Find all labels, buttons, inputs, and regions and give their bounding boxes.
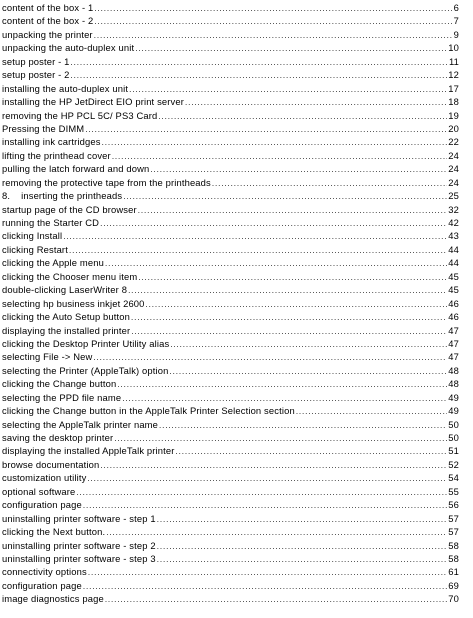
toc-entry-page: 58 [448, 539, 459, 551]
toc-entry-title: running the Starter CD [2, 217, 100, 228]
toc-entry-title: setup poster - 1 [2, 55, 70, 67]
toc-entry[interactable] [2, 203, 459, 216]
toc-entry-title: selecting the Printer (AppleTalk) option [2, 364, 169, 376]
toc-entry[interactable] [2, 189, 459, 202]
dot-leader [185, 96, 447, 108]
toc-entry-title: clicking Restart [2, 243, 68, 255]
dot-leader [123, 190, 447, 202]
toc-entry[interactable] [2, 149, 459, 162]
toc-entry[interactable] [2, 539, 459, 552]
toc-entry-title: uninstalling printer software - step 3 [2, 552, 156, 564]
toc-entry[interactable] [2, 14, 459, 27]
toc-entry[interactable] [2, 82, 459, 95]
toc-entry-page: 43 [448, 230, 459, 242]
toc-entry-title: pulling the latch forward and down [2, 163, 150, 175]
toc-entry[interactable] [2, 216, 459, 229]
dot-leader [150, 163, 447, 175]
toc-entry-title: removing the protective tape from the printheads [2, 176, 211, 188]
dot-leader [158, 110, 447, 122]
toc-entry[interactable] [2, 444, 459, 457]
toc-entry-title: selecting the AppleTalk printer name [2, 418, 159, 430]
toc-entry[interactable] [2, 404, 459, 417]
toc-entry[interactable] [2, 270, 459, 283]
dot-leader [94, 2, 452, 14]
dot-leader [170, 338, 447, 350]
toc-entry-page: 47 [448, 324, 459, 336]
toc-entry-page: 56 [448, 499, 459, 511]
dot-leader [106, 526, 447, 538]
toc-entry[interactable] [2, 162, 459, 175]
toc-entry-page: 46 [448, 297, 459, 309]
dot-leader [157, 540, 448, 552]
toc-entry[interactable] [2, 391, 459, 404]
dot-leader [100, 217, 447, 229]
toc-entry[interactable] [2, 256, 459, 269]
dot-leader [212, 177, 447, 189]
toc-entry[interactable] [2, 471, 459, 484]
toc-entry-page: 7 [453, 15, 459, 27]
toc-entry[interactable] [2, 377, 459, 390]
dot-leader [170, 365, 448, 377]
toc-entry-page: 46 [448, 311, 459, 323]
toc-entry[interactable] [2, 364, 459, 377]
toc-entry-title: Pressing the DIMM [2, 122, 85, 134]
toc-entry-page: 17 [448, 82, 459, 94]
toc-entry[interactable] [2, 579, 459, 592]
toc-entry[interactable] [2, 498, 459, 511]
dot-leader [71, 69, 448, 81]
toc-entry[interactable] [2, 283, 459, 296]
toc-entry-title: selecting hp business inkjet 2600 [2, 297, 145, 309]
toc-entry-title: setup poster - 2 [2, 69, 70, 81]
toc-entry-page: 12 [448, 69, 459, 81]
toc-entry-page: 69 [448, 579, 459, 591]
toc-entry-page: 24 [448, 176, 459, 188]
toc-entry[interactable] [2, 122, 459, 135]
dot-leader [83, 580, 447, 592]
toc-entry-page: 44 [448, 257, 459, 269]
toc-entry-page: 55 [448, 485, 459, 497]
dot-leader [112, 150, 447, 162]
toc-entry-page: 24 [448, 163, 459, 175]
toc-entry[interactable] [2, 28, 459, 41]
toc-entry-title: 8. inserting the printheads [2, 190, 123, 202]
toc-entry[interactable] [2, 310, 459, 323]
toc-entry-title: clicking the Change button [2, 378, 117, 390]
toc-entry[interactable] [2, 297, 459, 310]
dot-leader [83, 499, 447, 511]
toc-entry-title: optional software [2, 485, 76, 497]
toc-entry[interactable] [2, 229, 459, 242]
dot-leader [94, 15, 452, 27]
toc-entry-page: 11 [448, 55, 459, 67]
toc-entry-title: clicking the Change button in the AppleTalk Printer Selection section [2, 405, 295, 417]
toc-entry-title: lifting the printhead cover [2, 149, 111, 161]
toc-entry-page: 9 [453, 28, 459, 40]
dot-leader [69, 244, 447, 256]
toc-entry-title: unpacking the auto-duplex unit [2, 42, 135, 54]
toc-entry-page: 61 [448, 566, 459, 578]
dot-leader [157, 553, 448, 565]
toc-entry-title: displaying the installed printer [2, 324, 131, 336]
toc-entry-title: installing the HP JetDirect EIO print server [2, 96, 185, 108]
dot-leader [176, 445, 448, 457]
toc-entry-title: installing ink cartridges [2, 136, 101, 148]
toc-entry-page: 52 [448, 458, 459, 470]
toc-entry-title: selecting File -> New [2, 351, 93, 363]
toc-entry-title: clicking the Next button. [2, 526, 106, 538]
toc-entry-page: 22 [448, 136, 459, 148]
toc-entry-title: content of the box - 1 [2, 2, 94, 13]
toc-entry-title: configuration page [2, 499, 82, 511]
dot-leader [138, 271, 447, 283]
dot-leader [138, 204, 447, 216]
toc-entry[interactable] [2, 135, 459, 148]
toc-entry-page: 50 [448, 418, 459, 430]
toc-entry[interactable] [2, 68, 459, 81]
toc-entry-page: 47 [448, 351, 459, 363]
toc-entry-page: 50 [448, 432, 459, 443]
toc-entry[interactable] [2, 431, 459, 444]
toc-entry-title: clicking the Auto Setup button [2, 311, 131, 323]
dot-leader [122, 392, 447, 404]
toc-entry[interactable] [2, 565, 459, 578]
toc-entry-title: configuration page [2, 579, 82, 591]
toc-entry[interactable] [2, 176, 459, 189]
toc-entry[interactable] [2, 350, 459, 363]
toc-entry-title: customization utility [2, 472, 87, 484]
toc-entry-title: content of the box - 2 [2, 15, 94, 27]
toc-entry-page: 32 [448, 203, 459, 215]
toc-entry-page: 58 [448, 552, 459, 564]
dot-leader [131, 325, 447, 337]
toc-entry-page: 45 [448, 270, 459, 282]
toc-entry-title: installing the auto-duplex unit [2, 82, 129, 94]
toc-entry-page: 57 [448, 512, 459, 524]
dot-leader [135, 42, 447, 54]
dot-leader [102, 136, 448, 148]
toc-entry-title: browse documentation [2, 458, 100, 470]
dot-leader [93, 351, 447, 363]
toc-entry[interactable] [2, 55, 459, 68]
toc-entry[interactable] [2, 592, 459, 605]
toc-entry[interactable] [2, 41, 459, 54]
toc-entry-page: 49 [448, 391, 459, 403]
dot-leader [63, 230, 447, 242]
toc-entry-title: startup page of the CD browser [2, 203, 137, 215]
toc-entry[interactable] [2, 525, 459, 538]
toc-entry-page: 57 [448, 526, 459, 538]
dot-leader [296, 405, 447, 417]
toc-entry[interactable] [2, 243, 459, 256]
dot-leader [100, 459, 447, 471]
toc-entry-page: 47 [448, 337, 459, 349]
toc-entry-page: 20 [448, 122, 459, 134]
toc-entry-page: 54 [448, 472, 459, 484]
toc-entry-title: connectivity options [2, 566, 87, 578]
toc-entry-title: clicking the Desktop Printer Utility alias [2, 337, 170, 349]
toc-entry-title: displaying the installed AppleTalk printer [2, 445, 175, 457]
dot-leader [87, 472, 447, 484]
dot-leader [85, 123, 447, 135]
toc-entry-title: double-clicking LaserWriter 8 [2, 284, 128, 296]
toc-entry[interactable] [2, 512, 459, 525]
toc-entry-title: image diagnostics page [2, 593, 104, 605]
toc-entry[interactable] [2, 418, 459, 431]
toc-entry[interactable] [2, 109, 459, 122]
dot-leader [105, 593, 447, 605]
toc-entry[interactable] [2, 458, 459, 471]
toc-entry[interactable] [2, 552, 459, 565]
dot-leader [88, 566, 447, 578]
toc-entry-page: 6 [453, 2, 459, 13]
toc-entry-page: 48 [448, 364, 459, 376]
dot-leader [114, 432, 447, 444]
dot-leader [146, 298, 448, 310]
dot-leader [129, 83, 447, 95]
list-of-figures [2, 1, 459, 606]
toc-entry[interactable] [2, 324, 459, 337]
dot-leader [157, 513, 448, 525]
toc-entry-title: removing the HP PCL 5C/ PS3 Card [2, 109, 158, 121]
toc-entry-page: 49 [448, 405, 459, 417]
toc-entry-page: 44 [448, 243, 459, 255]
dot-leader [76, 486, 447, 498]
toc-entry-page: 25 [448, 190, 459, 202]
toc-entry-title: saving the desktop printer [2, 432, 114, 443]
toc-entry-page: 70 [448, 593, 459, 605]
toc-entry-title: selecting the PPD file name [2, 391, 122, 403]
toc-entry-page: 45 [448, 284, 459, 296]
toc-entry-page: 24 [448, 149, 459, 161]
dot-leader [117, 378, 447, 390]
dot-leader [71, 56, 448, 68]
dot-leader [159, 419, 447, 431]
toc-entry-title: clicking the Chooser menu item [2, 270, 138, 282]
toc-entry-page: 19 [448, 109, 459, 121]
dot-leader [94, 29, 453, 41]
toc-entry-page: 18 [448, 96, 459, 108]
toc-entry[interactable] [2, 1, 459, 14]
dot-leader [105, 257, 447, 269]
toc-entry-title: uninstalling printer software - step 2 [2, 539, 156, 551]
toc-entry-page: 42 [448, 217, 459, 228]
toc-entry-page: 51 [448, 445, 459, 457]
toc-entry[interactable] [2, 337, 459, 350]
dot-leader [131, 311, 447, 323]
toc-entry-title: clicking Install [2, 230, 63, 242]
toc-entry-page: 10 [448, 42, 459, 54]
toc-entry-title: unpacking the printer [2, 28, 93, 40]
toc-entry[interactable] [2, 485, 459, 498]
toc-entry-page: 48 [448, 378, 459, 390]
toc-entry[interactable] [2, 95, 459, 108]
toc-entry-title: clicking the Apple menu [2, 257, 104, 269]
dot-leader [128, 284, 447, 296]
toc-entry-title: uninstalling printer software - step 1 [2, 512, 156, 524]
